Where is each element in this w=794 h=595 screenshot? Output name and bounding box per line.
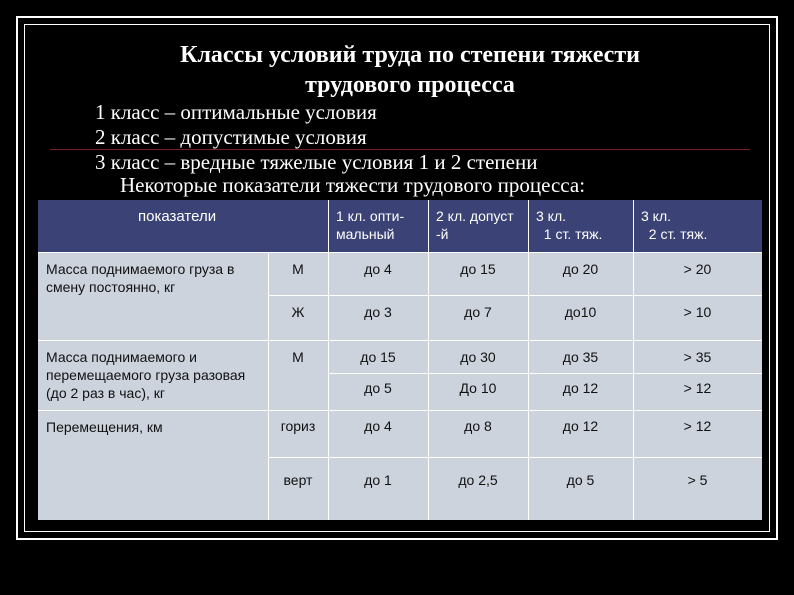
cell-value: до 15 [360, 349, 396, 365]
gridline [38, 252, 762, 253]
cell-value: до10 [564, 304, 597, 320]
cell-value: до 7 [464, 304, 492, 320]
header-indicators [38, 200, 328, 252]
cell-value: До 10 [459, 380, 497, 396]
row-sub-label: гориз [280, 418, 316, 434]
class-list [95, 100, 537, 175]
title-line-2: трудового процесса [305, 72, 515, 98]
cell-value: > 5 [687, 472, 708, 488]
indicators-table [38, 200, 762, 520]
header-indicators-label: показатели [138, 208, 217, 225]
gridline [38, 410, 762, 411]
cell-value: до 4 [364, 418, 392, 434]
group-label-movement: Перемещения, км [46, 419, 163, 435]
cell-value: > 12 [683, 380, 712, 396]
cell-value: > 35 [683, 349, 712, 365]
class-item-1: 1 класс – оптимальные условия [95, 100, 377, 124]
cell-value: до 2,5 [458, 472, 498, 488]
cell-value: до 8 [464, 418, 492, 434]
class-item-3: 3 класс – вредные тяжелые условия 1 и 2 степени [95, 150, 538, 174]
group-label-lift-single: Масса поднимаемого и перемещаемого груза разовая (до 2 раз в час), кг [46, 349, 246, 401]
cell-value: до 1 [364, 472, 392, 488]
slide-title [110, 40, 710, 100]
header-class2: 2 кл. допуст -й [428, 200, 528, 252]
cell-value: до 4 [364, 261, 392, 277]
class-item-2: 2 класс – допустимые условия [95, 125, 367, 149]
gridline [268, 295, 762, 296]
row-sub-label: Ж [291, 304, 305, 320]
cell-value: до 35 [562, 349, 599, 365]
row-sub-label: верт [283, 472, 313, 488]
header-class3-deg2: 3 кл. 2 ст. тяж. [633, 200, 762, 252]
cell-value: до 5 [566, 472, 595, 488]
group-label-lift-shift: Масса поднимаемого груза в смену постоянно, кг [46, 261, 235, 295]
cell-value: до 15 [460, 261, 496, 277]
cell-value: до 5 [364, 380, 392, 396]
gridline [38, 340, 762, 341]
cell-value: > 20 [683, 261, 712, 277]
cell-value: до 20 [562, 261, 599, 277]
cell-value: до 3 [364, 304, 392, 320]
cell-value: до 30 [460, 349, 496, 365]
row-sub-label: М [292, 349, 304, 365]
gridline [268, 457, 762, 458]
cell-value: до 12 [562, 380, 599, 396]
header-class3-deg1: 3 кл. 1 ст. тяж. [528, 200, 633, 252]
header-class1: 1 кл. опти- мальный [328, 200, 428, 252]
title-line-1: Классы условий труда по степени тяжести [180, 42, 640, 68]
cell-value: до 12 [562, 418, 599, 434]
cell-value: > 10 [683, 304, 712, 320]
gridline [328, 373, 762, 374]
cell-value: > 12 [683, 418, 712, 434]
table-subtitle: Некоторые показатели тяжести трудового процесса: [120, 173, 586, 197]
row-sub-label: М [292, 261, 304, 277]
